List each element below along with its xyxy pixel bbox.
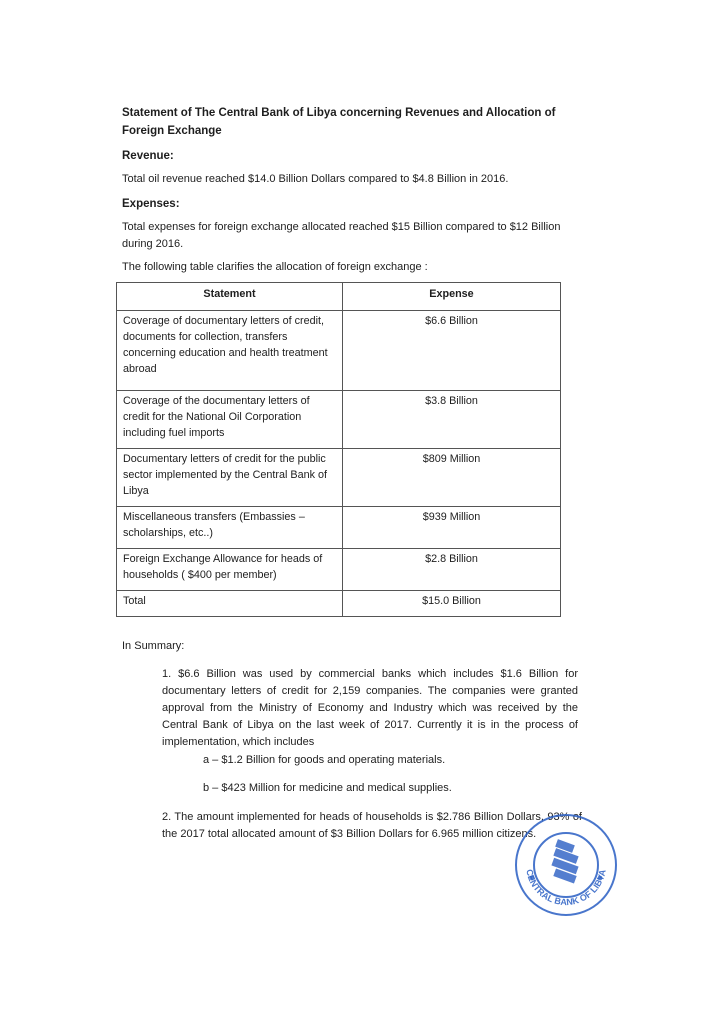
- table-total-row: [117, 591, 561, 617]
- summary-item-2: 2. The amount implemented for heads of households is $2.786 Billion Dollars, 93% of the 2017 total allocated amount of $3 Billion Dollars for 6.965 million citizens.: [162, 811, 582, 840]
- revenue-text: Total oil revenue reached $14.0 Billion Dollars compared to $4.8 Billion in 2016.: [122, 173, 509, 185]
- row-expense: $3.8 Billion: [343, 391, 561, 449]
- table-row: [117, 507, 561, 549]
- document-title: Statement of The Central Bank of Libya concerning Revenues and Allocation of Foreign Exchange: [122, 107, 556, 137]
- row-statement: Documentary letters of credit for the public sector implemented by the Central Bank of Libya: [117, 449, 343, 507]
- row-statement: Foreign Exchange Allowance for heads of households ( $400 per member): [117, 549, 343, 591]
- svg-text:CENTRAL BANK OF LIBYA: CENTRAL BANK OF LIBYA: [524, 868, 608, 908]
- table-row: [117, 449, 561, 507]
- total-expense: $15.0 Billion: [343, 591, 561, 617]
- table-intro: The following table clarifies the allocation of foreign exchange :: [122, 261, 428, 273]
- allocation-table: [116, 282, 561, 617]
- table-row: [117, 549, 561, 591]
- summary-label: In Summary:: [122, 640, 185, 652]
- table-header-row: [117, 283, 561, 311]
- expenses-heading: Expenses:: [122, 198, 180, 210]
- row-expense: $809 Million: [343, 449, 561, 507]
- summary-item-1: 1. $6.6 Billion was used by commercial banks which includes $1.6 Billion for documentary letters of credit for 2,159 companies. The companies were granted approval from the Ministry of Economy and Industry which was received by the Central Bank of Libya on the last week of 2017. Currently it is in the process of implementation, which includes: [162, 668, 578, 748]
- table-row: [117, 391, 561, 449]
- header-expense: Expense: [343, 283, 561, 311]
- revenue-heading: Revenue:: [122, 150, 174, 162]
- row-statement: Coverage of documentary letters of credit, documents for collection, transfers concerning education and health treatment abroad: [117, 311, 343, 391]
- header-statement: Statement: [117, 283, 343, 311]
- summary-sub-b: b – $423 Million for medicine and medical supplies.: [203, 782, 452, 794]
- row-statement: Miscellaneous transfers (Embassies – scholarships, etc..): [117, 507, 343, 549]
- row-expense: $939 Million: [343, 507, 561, 549]
- table-row: [117, 311, 561, 391]
- expenses-text: Total expenses for foreign exchange allocated reached $15 Billion compared to $12 Billion during 2016.: [122, 221, 561, 250]
- row-expense: $6.6 Billion: [343, 311, 561, 391]
- row-statement: Coverage of the documentary letters of credit for the National Oil Corporation including fuel imports: [117, 391, 343, 449]
- central-bank-stamp: [510, 812, 622, 918]
- summary-sub-a: a – $1.2 Billion for goods and operating materials.: [203, 754, 446, 766]
- total-label: Total: [117, 591, 343, 617]
- row-expense: $2.8 Billion: [343, 549, 561, 591]
